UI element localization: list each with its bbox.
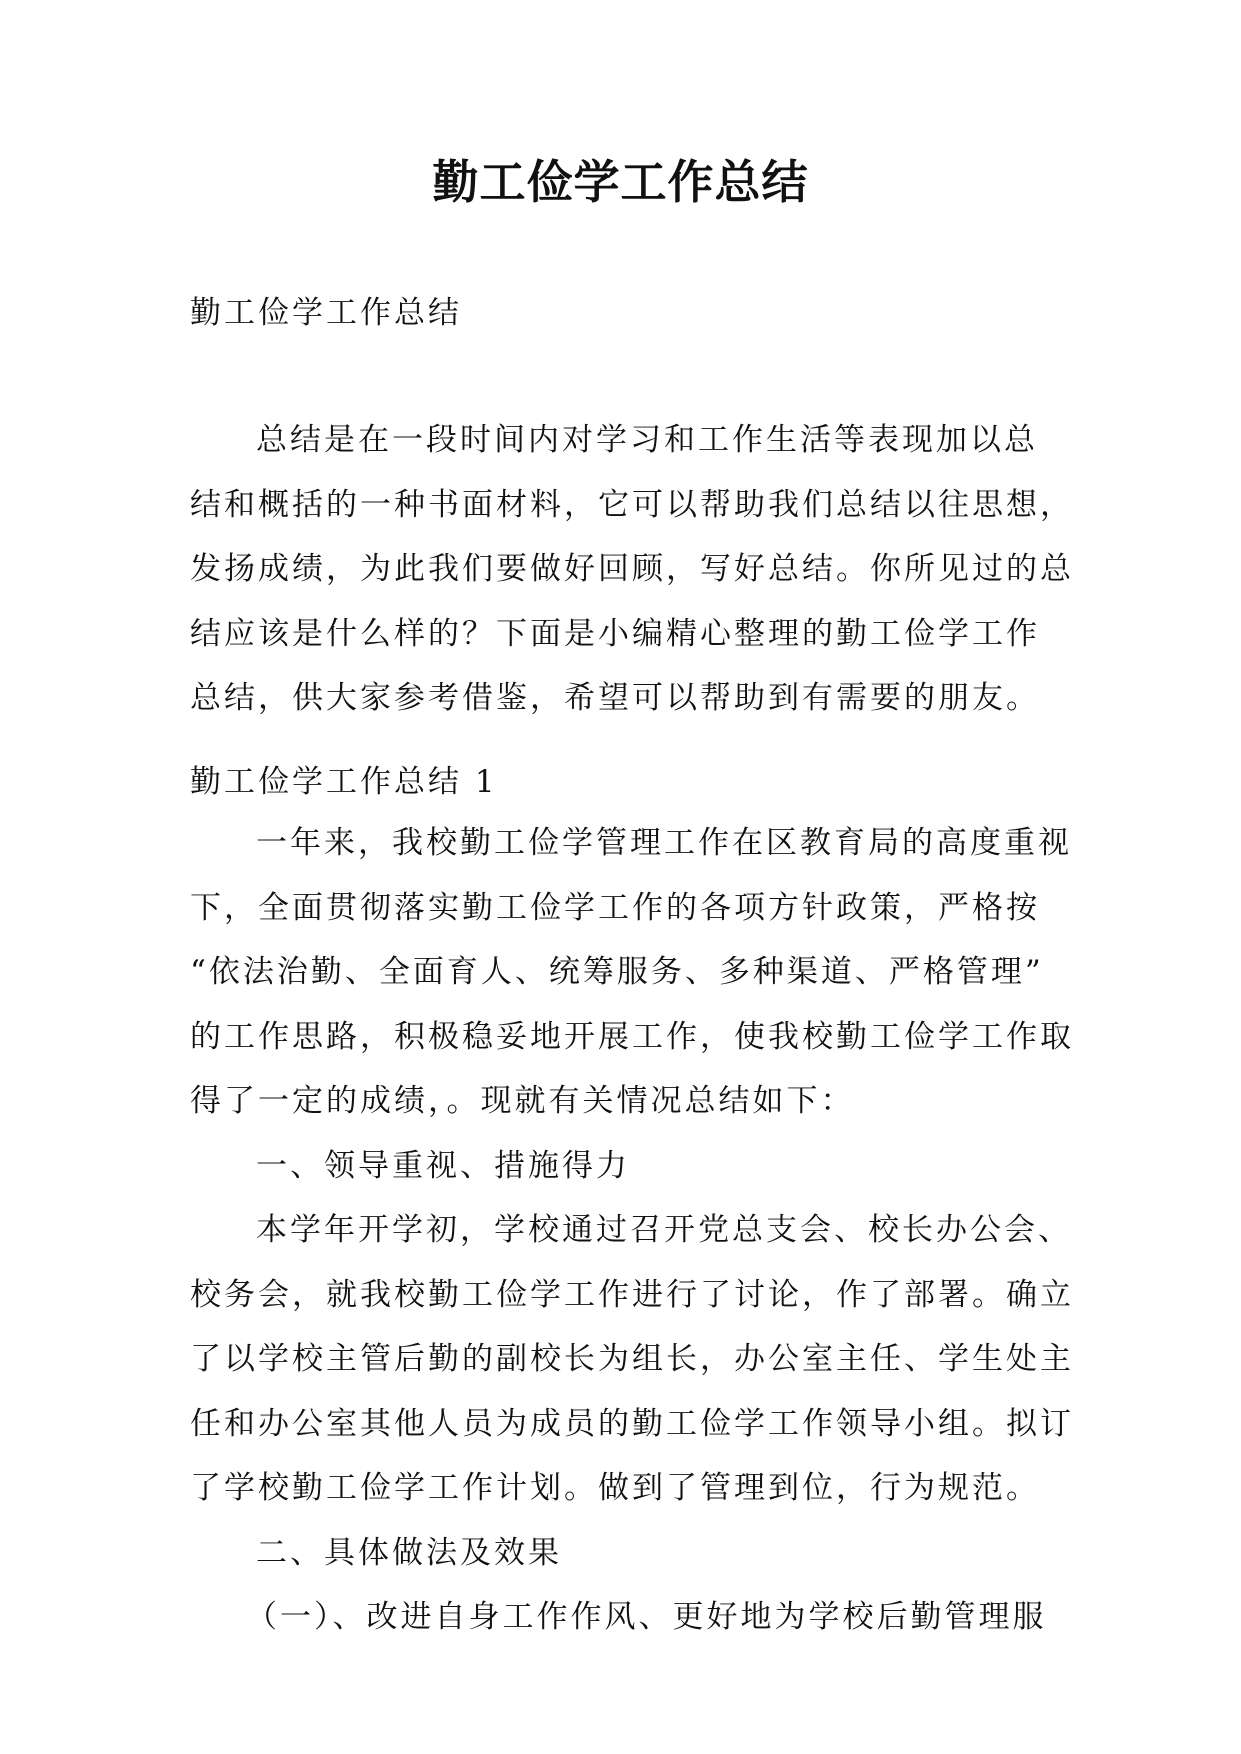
intro-line: 结和概括的一种书面材料，它可以帮助我们总结以往思想，: [190, 486, 1074, 523]
subheading-2: 二、具体做法及效果: [256, 1534, 562, 1571]
body-line: 一年来，我校勤工俭学管理工作在区教育局的高度重视: [256, 825, 1072, 861]
section-1: [190, 757, 1074, 1650]
body-line: 校务会，就我校勤工俭学工作进行了讨论，作了部署。确立: [190, 1276, 1074, 1313]
body-line: （一）、改进自身工作作风、更好地为学校后勤管理服: [246, 1599, 1047, 1635]
intro-line: 结应该是什么样的？下面是小编精心整理的勤工俭学工作: [190, 615, 1040, 652]
document-subtitle: 勤工俭学工作总结: [190, 295, 462, 331]
subheading-1: 一、领导重视、措施得力: [256, 1147, 630, 1184]
body-line: 本学年开学初，学校通过召开党总支会、校长办公会、: [256, 1212, 1072, 1248]
intro-paragraph: [190, 408, 1074, 731]
body-line: 得了一定的成绩，。现就有关情况总结如下：: [190, 1083, 855, 1119]
body-line: 了以学校主管后勤的副校长为组长，办公室主任、学生处主: [190, 1341, 1074, 1377]
body-line: 下，全面贯彻落实勤工俭学工作的各项方针政策，严格按: [190, 889, 1040, 926]
body-line: 的工作思路，积极稳妥地开展工作，使我校勤工俭学工作取: [190, 1018, 1074, 1055]
body-line: 任和办公室其他人员为成员的勤工俭学工作领导小组。拟订: [190, 1405, 1074, 1442]
intro-line: 发扬成绩，为此我们要做好回顾，写好总结。你所见过的总: [190, 551, 1074, 587]
section-heading: 勤工俭学工作总结 1: [190, 764, 498, 800]
intro-line: 总结，供大家参考借鉴，希望可以帮助到有需要的朋友。: [190, 680, 1040, 716]
intro-line: 总结是在一段时间内对学习和工作生活等表现加以总: [256, 422, 1038, 458]
body-line: “依法治勤、全面育人、统筹服务、多种渠道、严格管理”: [190, 954, 1044, 990]
document-title: 勤工俭学工作总结: [432, 155, 809, 209]
body-line: 了学校勤工俭学工作计划。做到了管理到位，行为规范。: [190, 1470, 1040, 1506]
